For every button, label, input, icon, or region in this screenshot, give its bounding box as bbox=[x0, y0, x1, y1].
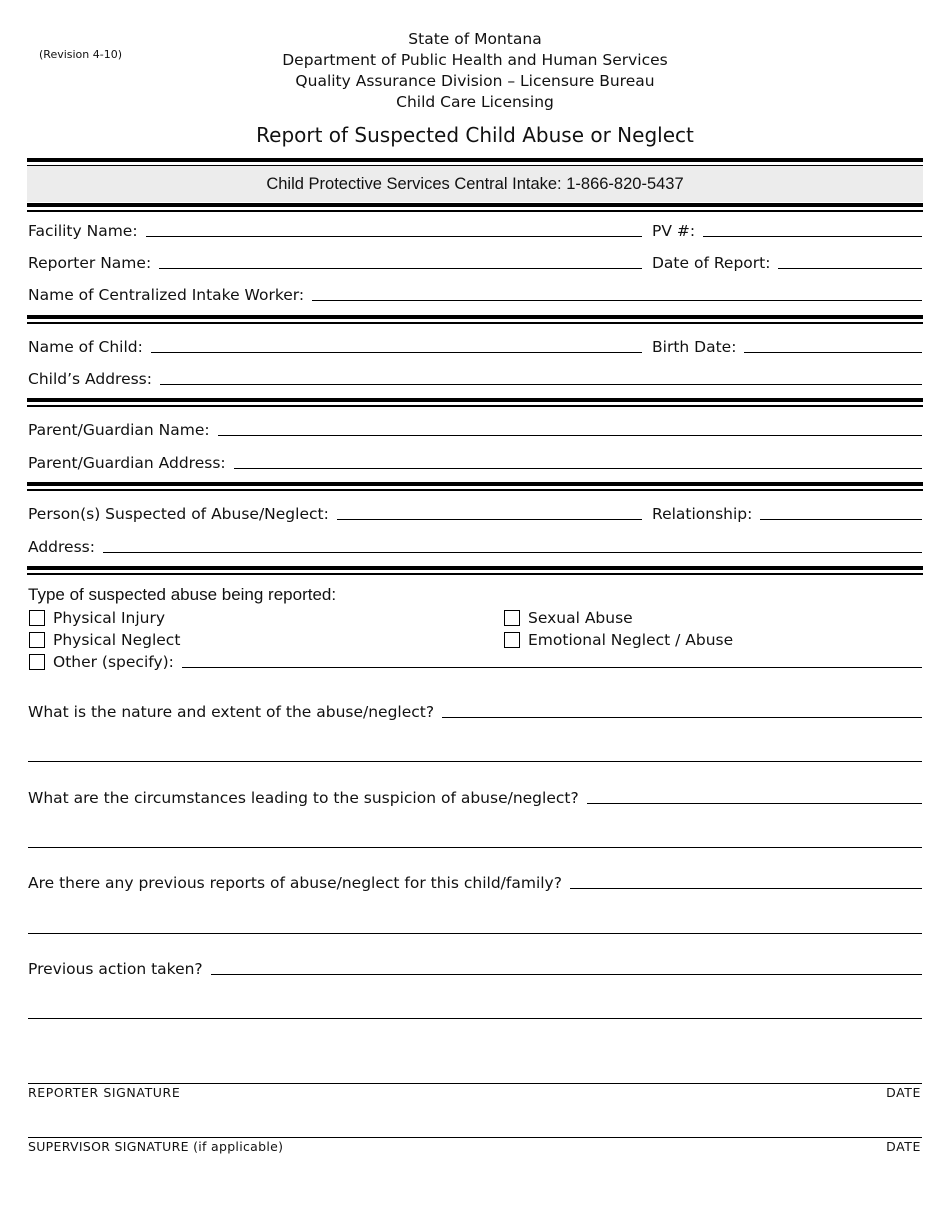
revision-label: (Revision 4-10) bbox=[39, 48, 123, 61]
divider bbox=[27, 566, 923, 575]
date-of-report-field[interactable] bbox=[778, 264, 922, 269]
child-address-label: Child’s Address: bbox=[28, 370, 152, 388]
birth-date-label: Birth Date: bbox=[652, 338, 737, 356]
relationship-label: Relationship: bbox=[652, 505, 753, 523]
parent-address-label: Parent/Guardian Address: bbox=[28, 454, 226, 472]
child-name-field[interactable] bbox=[151, 348, 642, 353]
divider bbox=[27, 315, 923, 324]
header-licensing: Child Care Licensing bbox=[396, 93, 554, 111]
previous-reports-field-line2[interactable] bbox=[28, 933, 922, 934]
reporter-name-field[interactable] bbox=[159, 264, 642, 269]
other-specify-field[interactable] bbox=[182, 663, 922, 668]
physical-neglect-checkbox[interactable] bbox=[29, 632, 45, 648]
form-title: Report of Suspected Child Abuse or Neglect bbox=[256, 123, 694, 147]
intake-worker-field[interactable] bbox=[312, 296, 922, 301]
emotional-label: Emotional Neglect / Abuse bbox=[528, 630, 734, 649]
suspect-name-label: Person(s) Suspected of Abuse/Neglect: bbox=[28, 505, 329, 523]
date-of-report-label: Date of Report: bbox=[652, 254, 771, 272]
facility-name-field[interactable] bbox=[146, 232, 642, 237]
intake-text: Child Protective Services Central Intake: 1-866-820-5437 bbox=[266, 174, 684, 193]
suspect-name-field[interactable] bbox=[337, 515, 642, 520]
sexual-abuse-option[interactable] bbox=[504, 607, 633, 628]
parent-name-label: Parent/Guardian Name: bbox=[28, 421, 210, 439]
previous-action-row bbox=[28, 956, 922, 978]
circumstances-field[interactable] bbox=[587, 799, 922, 804]
pv-label: PV #: bbox=[652, 222, 696, 240]
reporter-signature-line[interactable] bbox=[28, 1083, 922, 1084]
previous-reports-label: Are there any previous reports of abuse/neglect for this child/family? bbox=[28, 874, 562, 892]
intake-banner bbox=[27, 166, 923, 202]
child-address-row bbox=[28, 366, 922, 388]
facility-name-label: Facility Name: bbox=[28, 222, 138, 240]
nature-field-line2[interactable] bbox=[28, 761, 922, 762]
relationship-field[interactable] bbox=[760, 515, 922, 520]
supervisor-signature-line[interactable] bbox=[28, 1137, 922, 1138]
physical-injury-label: Physical Injury bbox=[53, 608, 166, 627]
other-option bbox=[29, 650, 922, 671]
previous-action-field[interactable] bbox=[211, 970, 922, 975]
circumstances-label: What are the circumstances leading to the suspicion of abuse/neglect? bbox=[28, 789, 579, 807]
supervisor-date-label: DATE bbox=[886, 1139, 921, 1154]
reporter-name-row bbox=[28, 250, 642, 272]
parent-address-field[interactable] bbox=[234, 464, 922, 469]
circumstances-field-line2[interactable] bbox=[28, 847, 922, 848]
reporter-date-label: DATE bbox=[886, 1085, 921, 1100]
suspect-address-field[interactable] bbox=[103, 548, 922, 553]
parent-name-field[interactable] bbox=[218, 431, 922, 436]
other-checkbox[interactable] bbox=[29, 654, 45, 670]
previous-action-field-line2[interactable] bbox=[28, 1018, 922, 1019]
birth-date-field[interactable] bbox=[744, 348, 922, 353]
pv-field[interactable] bbox=[703, 232, 922, 237]
supervisor-signature-label: SUPERVISOR SIGNATURE (if applicable) bbox=[28, 1139, 284, 1154]
header-department: Department of Public Health and Human Services bbox=[282, 51, 668, 69]
divider bbox=[27, 482, 923, 491]
date-of-report-row bbox=[652, 250, 922, 272]
reporter-signature-label: REPORTER SIGNATURE bbox=[28, 1085, 181, 1100]
child-address-field[interactable] bbox=[160, 380, 922, 385]
nature-row bbox=[28, 699, 922, 721]
suspect-name-row bbox=[28, 501, 642, 523]
intake-worker-label: Name of Centralized Intake Worker: bbox=[28, 286, 305, 304]
circumstances-row bbox=[28, 785, 922, 807]
reporter-name-label: Reporter Name: bbox=[28, 254, 152, 272]
child-name-label: Name of Child: bbox=[28, 338, 143, 356]
suspect-address-label: Address: bbox=[28, 538, 95, 556]
previous-action-label: Previous action taken? bbox=[28, 960, 203, 978]
physical-injury-option[interactable] bbox=[29, 607, 165, 628]
relationship-row bbox=[652, 501, 922, 523]
emotional-checkbox[interactable] bbox=[504, 632, 520, 648]
previous-reports-row bbox=[28, 870, 922, 892]
abuse-type-title: Type of suspected abuse being reported: bbox=[28, 585, 337, 604]
divider bbox=[27, 398, 923, 407]
sexual-abuse-checkbox[interactable] bbox=[504, 610, 520, 626]
facility-name-row bbox=[28, 218, 642, 240]
physical-injury-checkbox[interactable] bbox=[29, 610, 45, 626]
child-name-row bbox=[28, 334, 642, 356]
emotional-option[interactable] bbox=[504, 629, 733, 650]
other-label: Other (specify): bbox=[53, 653, 174, 671]
intake-worker-row bbox=[28, 282, 922, 304]
nature-field[interactable] bbox=[442, 713, 922, 718]
sexual-abuse-label: Sexual Abuse bbox=[528, 608, 633, 627]
parent-name-row bbox=[28, 417, 922, 439]
suspect-address-row bbox=[28, 534, 922, 556]
nature-label: What is the nature and extent of the abuse/neglect? bbox=[28, 703, 435, 721]
birth-date-row bbox=[652, 334, 922, 356]
divider bbox=[27, 203, 923, 212]
physical-neglect-option[interactable] bbox=[29, 629, 180, 650]
pv-row bbox=[652, 218, 922, 240]
parent-address-row bbox=[28, 450, 922, 472]
header-state: State of Montana bbox=[408, 30, 542, 48]
header-division: Quality Assurance Division – Licensure Bureau bbox=[295, 72, 655, 90]
physical-neglect-label: Physical Neglect bbox=[53, 630, 181, 649]
previous-reports-field[interactable] bbox=[570, 884, 922, 889]
